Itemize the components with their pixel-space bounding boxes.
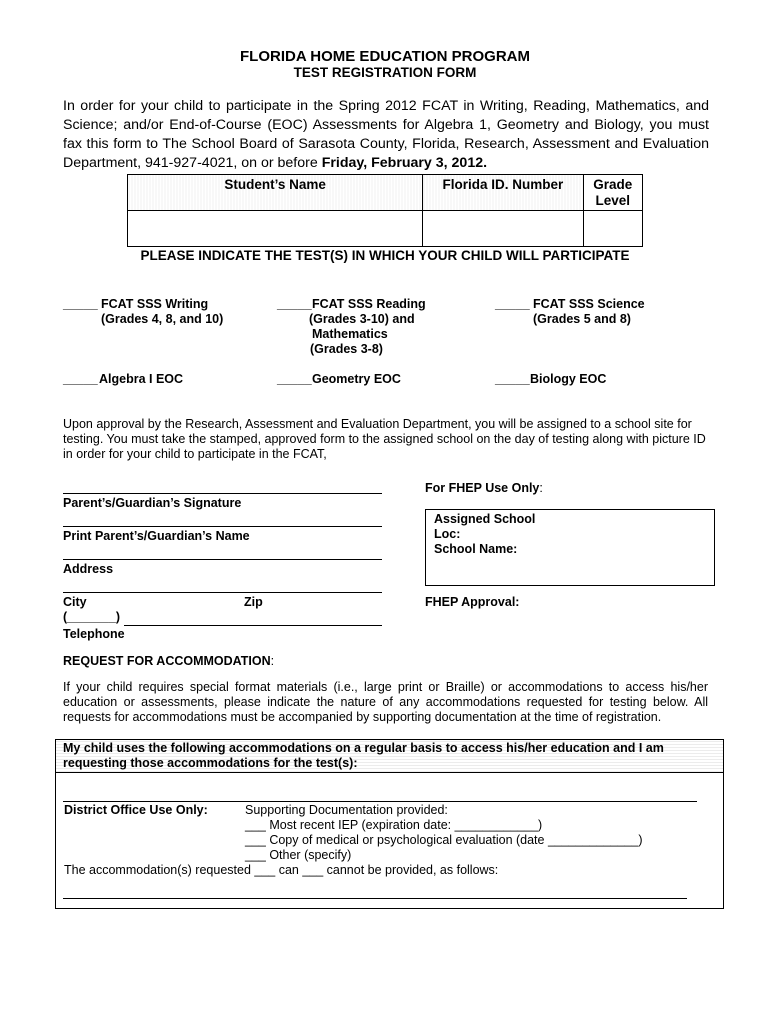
biology-label: Biology EOC: [530, 372, 607, 386]
accommodation-paragraph: If your child requires special format materials (i.e., large print or Braille) or accommodations to access his/her education or assessments, please indicate the nature of any accommodations requested for testing below. All requests for accommodations must be accompanied by supporting documentation at the time of registration.: [63, 680, 708, 724]
telephone-label: Telephone: [63, 627, 125, 641]
reading-grades: (Grades 3-10) and: [309, 312, 415, 326]
other-option[interactable]: ___ Other (specify): [245, 848, 352, 862]
intro-text: In order for your child to participate in the Spring 2012 FCAT in Writing, Reading, Mathematics, and Science; and/or End-of-Course (EOC) Assessments for Algebra 1, Geometry and Biology, you must fax this form to The School Board of Sarasota County, Florida, Research, Assessment and Evaluation Department, 941-927-4021, on or before: [63, 98, 709, 171]
telephone-line[interactable]: [124, 625, 382, 626]
accommodation-box-heading: My child uses the following accommodations on a regular basis to access his/her education and I am requesting those accommodations for the test(s):: [63, 741, 664, 770]
algebra-label: Algebra I EOC: [99, 372, 184, 386]
phone-area-code[interactable]: (_______): [63, 610, 120, 624]
geometry-label: Geometry EOC: [312, 372, 401, 386]
florida-id-field[interactable]: [423, 211, 583, 247]
fhep-approval-label: FHEP Approval:: [425, 595, 520, 609]
grade-level-header: Grade Level: [583, 175, 642, 211]
grade-level-field[interactable]: [583, 211, 642, 247]
writing-grades: (Grades 4, 8, and 10): [101, 312, 224, 326]
signature-line[interactable]: [63, 493, 382, 494]
accommodation-box-header: [56, 740, 723, 773]
accommodation-entry-line[interactable]: [63, 801, 697, 802]
approval-paragraph: Upon approval by the Research, Assessment and Evaluation Department, you will be assigned to a school site for testing. You must take the stamped, approved form to the assigned school on the day of testing along with picture ID in order for your child to participate in the FCAT,: [63, 417, 706, 461]
can-cannot-provided[interactable]: The accommodation(s) requested ___ can ___ cannot be provided, as follows:: [64, 863, 499, 877]
science-label: FCAT SSS Science: [533, 297, 645, 311]
biology-blank[interactable]: _____: [495, 372, 530, 386]
accommodation-heading: REQUEST FOR ACCOMMODATION:: [63, 654, 275, 668]
signature-label: Parent’s/Guardian’s Signature: [63, 496, 242, 510]
zip-label: Zip: [244, 595, 263, 609]
provided-as-follows-line[interactable]: [63, 898, 687, 899]
geometry-blank[interactable]: _____: [277, 372, 312, 386]
print-name-label: Print Parent’s/Guardian’s Name: [63, 529, 250, 543]
student-table: [127, 174, 643, 247]
science-blank[interactable]: _____: [495, 297, 530, 311]
address-label: Address: [63, 562, 114, 576]
fhep-use-only-label: For FHEP Use Only:: [425, 481, 543, 495]
tests-heading: PLEASE INDICATE THE TEST(S) IN WHICH YOUR CHILD WILL PARTICIPATE: [140, 248, 630, 263]
accommodation-box: [55, 739, 724, 909]
supporting-documentation: Supporting Documentation provided:: [245, 803, 448, 817]
city-label: City: [63, 595, 87, 609]
writing-label: FCAT SSS Writing: [101, 297, 209, 311]
reading-math: Mathematics: [312, 327, 388, 341]
assigned-school-label: Assigned School: [434, 512, 536, 526]
deadline-date: Friday, February 3, 2012.: [321, 155, 488, 171]
iep-option[interactable]: ___ Most recent IEP (expiration date: ____________): [245, 818, 543, 832]
school-name-label: School Name:: [434, 542, 518, 556]
reading-blank[interactable]: _____: [277, 297, 312, 311]
reading-math-grades: (Grades 3-8): [310, 342, 383, 356]
medical-evaluation-option[interactable]: ___ Copy of medical or psychological evaluation (date _____________): [245, 833, 643, 847]
district-office-label: District Office Use Only:: [64, 803, 208, 817]
student-name-field[interactable]: [128, 211, 423, 247]
print-name-line[interactable]: [63, 526, 382, 527]
city-zip-line[interactable]: [63, 592, 382, 593]
address-line[interactable]: [63, 559, 382, 560]
form-subtitle: TEST REGISTRATION FORM: [293, 65, 477, 80]
intro-paragraph: [63, 97, 709, 173]
reading-label: FCAT SSS Reading: [312, 297, 426, 311]
loc-label: Loc:: [434, 527, 461, 541]
science-grades: (Grades 5 and 8): [533, 312, 631, 326]
writing-blank[interactable]: _____: [63, 297, 98, 311]
form-title: FLORIDA HOME EDUCATION PROGRAM: [240, 48, 530, 65]
florida-id-header: Florida ID. Number: [423, 175, 583, 211]
fhep-assignment-box: [425, 509, 715, 586]
student-name-header: Student’s Name: [128, 175, 423, 211]
algebra-blank[interactable]: _____: [63, 372, 98, 386]
